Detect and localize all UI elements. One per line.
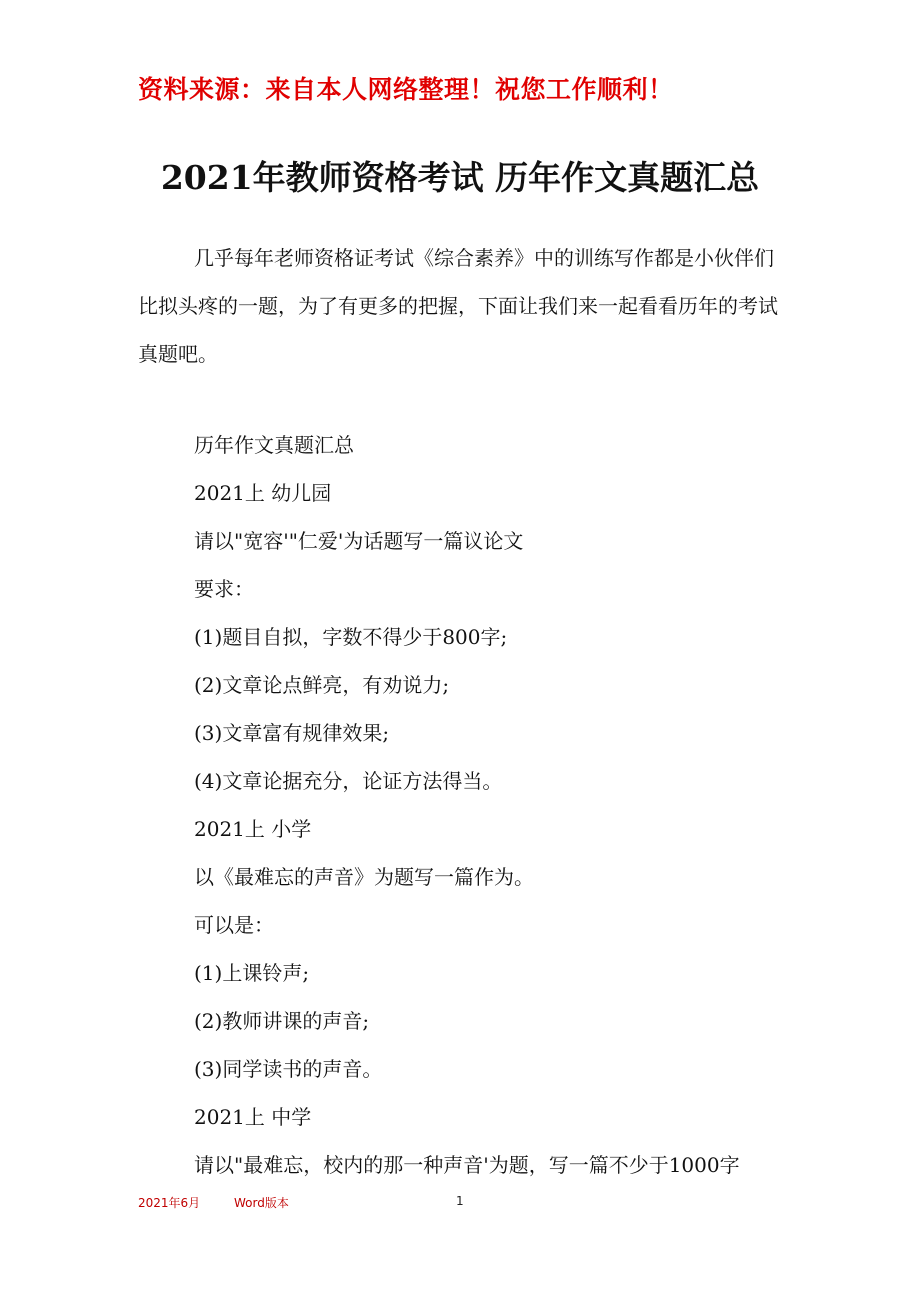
page-number: 1 xyxy=(456,1194,464,1208)
requirement-item: (1)题目自拟，字数不得少于800字; xyxy=(194,625,508,649)
option-item: (1)上课铃声; xyxy=(194,961,310,985)
option-item: (3)同学读书的声音。 xyxy=(194,1057,383,1081)
prompt-line: 以《最难忘的声音》为题写一篇作为。 xyxy=(194,865,534,889)
section-heading: 历年作文真题汇总 xyxy=(194,433,354,457)
exam-label-secondary: 2021上 中学 xyxy=(194,1105,312,1129)
requirement-item: (3)文章富有规律效果; xyxy=(194,721,390,745)
prompt-line: 请以"宽容'"仁爱'为话题写一篇议论文 xyxy=(194,529,524,553)
exam-label-primary: 2021上 小学 xyxy=(194,817,312,841)
requirements-label: 要求： xyxy=(194,577,254,601)
footer-version: Word版本 xyxy=(234,1196,289,1210)
option-item: (2)教师讲课的声音; xyxy=(194,1009,370,1033)
source-note: 资料来源：来自本人网络整理！祝您工作顺利！ xyxy=(138,75,674,104)
options-label: 可以是： xyxy=(194,913,274,937)
prompt-line: 请以"最难忘，校内的那一种声音'为题，写一篇不少于1000字 xyxy=(194,1153,740,1177)
requirement-item: (2)文章论点鲜亮，有劝说力; xyxy=(194,673,450,697)
intro-paragraph: 几乎每年老师资格证考试《综合素养》中的训练写作都是小伙伴们比拟头疼的一题，为了有更多的把握，下面让我们来一起看看历年的考试真题吧。 xyxy=(138,246,778,366)
footer-date: 2021年6月 xyxy=(138,1196,201,1210)
exam-label-kindergarten: 2021上 幼儿园 xyxy=(194,481,332,505)
document-title: 2021年教师资格考试 历年作文真题汇总 xyxy=(160,158,760,197)
requirement-item: (4)文章论据充分，论证方法得当。 xyxy=(194,769,503,793)
